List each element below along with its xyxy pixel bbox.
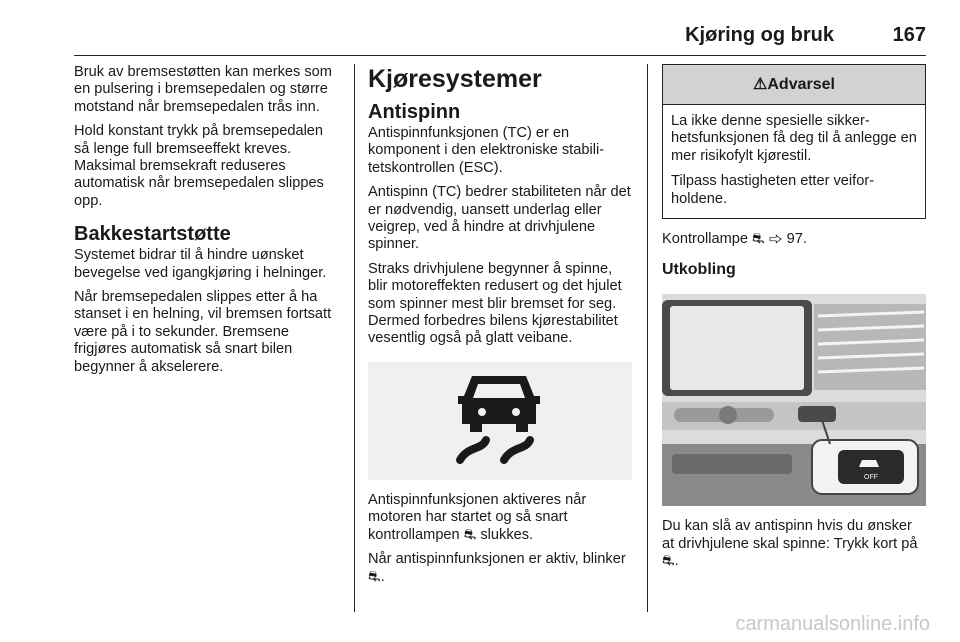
traction-control-heading: Antispinn [368, 101, 461, 123]
brake-hold-paragraph: Hold konstant trykk på bremsepedalen så lenge full bremseeffekt kreves. Maksimal bremsekraft reduseres automatisk når bremsepedalen slippes opp. [74, 123, 324, 209]
column-divider-2 [647, 64, 648, 612]
column-right [662, 64, 926, 578]
page-number: 167 [892, 24, 926, 46]
hill-start-paragraph-1: Systemet bidrar til å hindre uønsket bevegelse ved igangkjøring i helninger. [74, 247, 327, 281]
driving-systems-heading: Kjøresystemer [368, 65, 542, 93]
dashboard-button-photo [662, 294, 926, 506]
warning-box [662, 64, 926, 219]
page-header [74, 22, 926, 56]
traction-control-symbol-figure [368, 362, 632, 480]
brake-assist-paragraph: Bruk av bremsestøtten kan merkes som en pulsering i bremsepedalen og større motstand når bremsepedalen trås inn. [74, 64, 332, 115]
tc-activation-paragraph: Antispinnfunksjonen aktiveres når motoren har startet og så snart kontrollampen ⛐ slukkes. [368, 491, 587, 543]
skidding-car-icon [368, 362, 632, 480]
dashboard-illustration [662, 294, 926, 506]
deactivation-heading: Utkobling [662, 261, 736, 279]
column-middle [368, 64, 634, 593]
watermark: carmanualsonline.info [735, 613, 930, 635]
tc-blink-paragraph: Når antispinnfunksjonen er aktiv, blinker ⛐. [368, 551, 626, 585]
tc-off-label: OFF [864, 474, 878, 482]
tc-paragraph-2: Antispinn (TC) bedrer stabiliteten når det er nødvendig, uansett underlag eller veigrep, ved å hindre at drivhjulene spinner. [368, 184, 631, 253]
deactivation-paragraph: Du kan slå av antispinn hvis du ønsker at drivhjulene skal spinne: Trykk kort på ⛐. [662, 518, 918, 570]
warning-text-2: Tilpass hastigheten etter veiforholdene. [671, 173, 875, 207]
header-title: Kjøring og bruk [685, 24, 834, 46]
tc-paragraph-3: Straks drivhjulene begynner å spinne, blir motoreffekten redusert og det hjulet som spinner mest blir bremset for seg. Dermed forbedres bilens kjørestabilitet vesentlig også på glatt veibane. [368, 260, 622, 347]
tc-paragraph-1: Antispinnfunksjonen (TC) er en komponent i den elektroniske stabilitetskontrollen (ESC). [368, 125, 605, 176]
hill-start-paragraph-2: Når bremsepedalen slippes etter å ha stanset i en helning, vil bremsen fortsatt være på i to sekunder. Bremsene frigjøres automatisk så snart bilen begynner å akselerere. [74, 289, 332, 375]
warning-text-1: La ikke denne spesielle sikkerhetsfunksjonen få deg til å anlegge en mer risikofylt kjørestil. [671, 113, 917, 164]
hill-start-heading: Bakkestartstøtte [74, 223, 231, 246]
control-lamp-reference: Kontrollampe ⛐ ⇨ 97. [662, 231, 807, 248]
column-divider-1 [354, 64, 355, 612]
column-left [74, 64, 342, 383]
warning-title: ⚠Advarsel [663, 65, 925, 105]
